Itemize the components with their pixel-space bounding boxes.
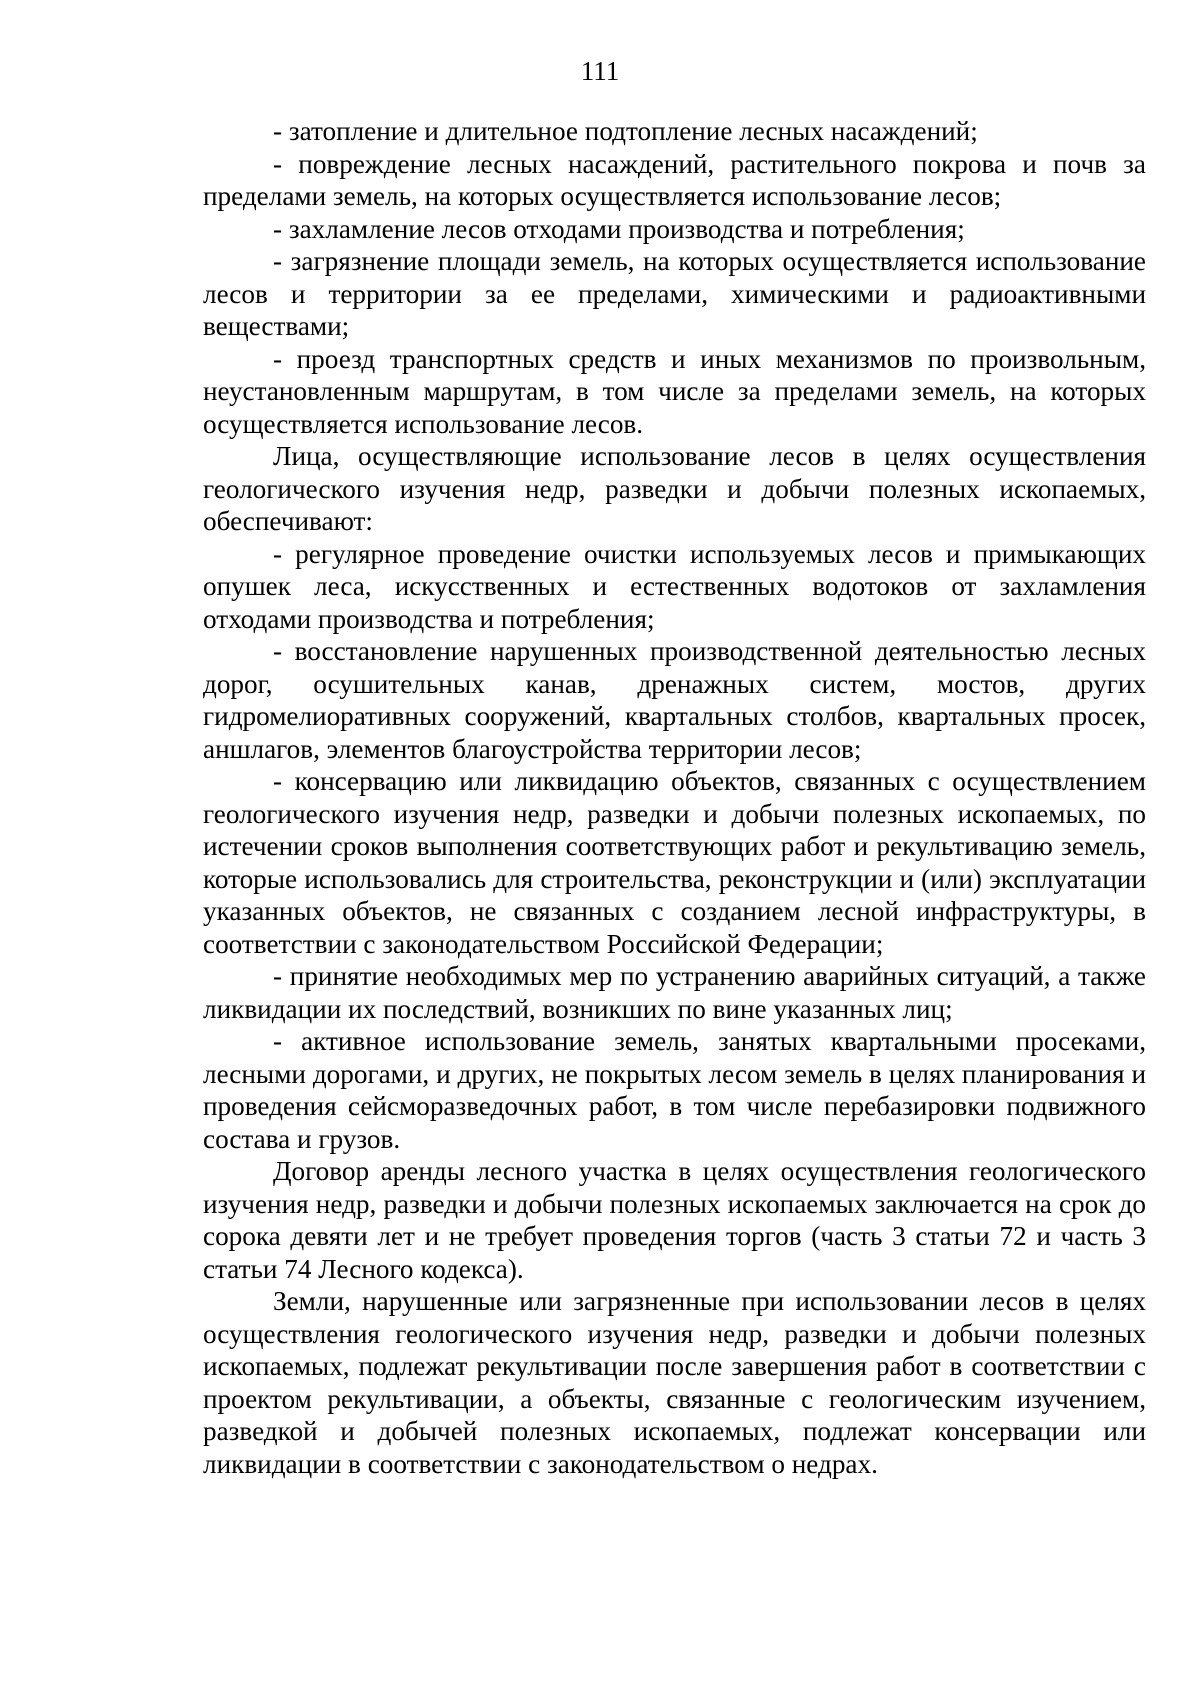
paragraph-lease-agreement: Договор аренды лесного участка в целях осуществления геологического изучения недр, разведки и добычи полезных ископаемых заключается на срок до сорока девяти лет и не требует проведения торгов (часть 3 статьи 72 и часть 3 статьи 74 Лесного кодекса). (203, 1156, 1146, 1284)
list-item-land-use: - активное использование земель, занятых квартальными просеками, лесными дорогами, и других, не покрытых лесом земель в целях планирования и проведения сейсморазведочных работ, в том числе перебазировки подвижного состава и грузов. (203, 1026, 1146, 1154)
list-item-cleaning: - регулярное проведение очистки используемых лесов и примыкающих опушек леса, искусственных и естественных водотоков от захламления отходами производства и потребления; (203, 538, 1146, 634)
page-number: 111 (580, 56, 620, 86)
list-item-pollution: - загрязнение площади земель, на которых осуществляется использование лесов и территории за ее пределами, химическими и радиоактивными веществами; (203, 246, 1146, 341)
paragraph-reclamation: Земли, нарушенные или загрязненные при использовании лесов в целях осуществления геологического изучения недр, разведки и добычи полезных ископаемых, подлежат рекультивации после завершения работ в соответствии с проектом рекультивации, а объекты, связанные с геологическим изучением, разведкой и добычей полезных ископаемых, подлежат консервации или ликвидации в соответствии с законодательством о недрах. (203, 1286, 1146, 1479)
list-item-vehicle-passage: - проезд транспортных средств и иных механизмов по произвольным, неустановленным маршрутам, в том числе за пределами земель, на которых осуществляется использование лесов. (203, 343, 1146, 439)
list-item-emergency-measures: - принятие необходимых мер по устранению аварийных ситуаций, а также ликвидации их последствий, возникших по вине указанных лиц; (203, 961, 1146, 1024)
list-item-restoration: - восстановление нарушенных производственной деятельностью лесных дорог, осушительных канав, дренажных систем, мостов, других гидромелиоративных сооружений, квартальных столбов, квартальных просек, аншлагов, элементов благоустройства территории лесов; (203, 636, 1146, 764)
list-item-littering: - захламление лесов отходами производства и потребления; (273, 213, 965, 244)
paragraph-obligations-intro: Лица, осуществляющие использование лесов в целях осуществления геологического изучения недр, разведки и добычи полезных ископаемых, обеспечивают: (203, 441, 1146, 536)
document-body (203, 115, 1146, 1480)
list-item-conservation: - консервацию или ликвидацию объектов, связанных с осуществлением геологического изучения недр, разведки и добычи полезных ископаемых, по истечении сроков выполнения соответствующих работ и рекультивацию земель, которые использовались для строительства, реконструкции и (или) эксплуатации указанных объектов, не связанных с созданием лесной инфраструктуры, в соответствии с законодательством Российской Федерации; (203, 766, 1146, 959)
list-item-flooding: - затопление и длительное подтопление лесных насаждений; (273, 116, 978, 146)
list-item-damage: - повреждение лесных насаждений, растительного покрова и почв за пределами земель, на которых осуществляется использование лесов; (203, 148, 1146, 211)
